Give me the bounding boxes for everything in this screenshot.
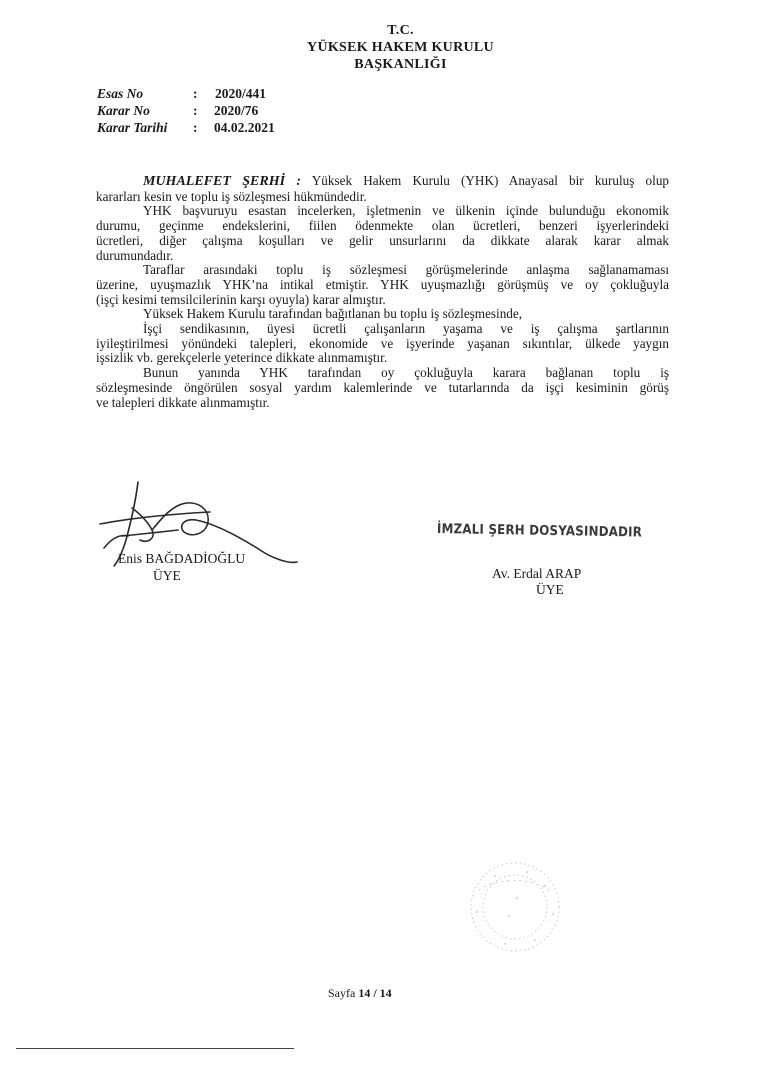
meta-colon: : — [193, 120, 198, 135]
body-line: YHK başvuruyu esastan incelerken, işletmenin ve ülkenin içinde bulunduğu ekonomik — [143, 203, 669, 219]
body-line: durumundadır. — [96, 247, 174, 263]
meta-value: 2020/441 — [215, 86, 267, 101]
header-tc: T.C. — [387, 23, 414, 38]
meta-label: Esas No — [97, 86, 144, 101]
right-signatory-name: Av. Erdal ARAP — [492, 566, 582, 581]
meta-label: Karar No — [97, 103, 150, 118]
body-line: (işçi kesimi temsilcilerinin karşı oyuyla) karar almıştır. — [96, 291, 386, 307]
meta-value: 04.02.2021 — [214, 120, 275, 135]
body-line: ve talepleri dikkate alınmamıştır. — [96, 394, 270, 410]
body-line: durumu, geçinme endekslerini, fiilen ödenmekte olan ücretleri, benzeri işyerlerindeki — [96, 218, 669, 234]
body-line: sözleşmesinde öngörülen sosyal yardım kalemlerinde ve tutarlarında da işçi kesiminin görüş — [96, 379, 669, 395]
meta-colon: : — [193, 86, 198, 101]
body-line: üzerine, uyuşmazlık YHK’na intikal etmiştir. YHK uyuşmazlığı görüşmüş ve oy çokluğuyla — [96, 276, 669, 292]
body-line: Taraflar arasındaki toplu iş sözleşmesi görüşmelerinde anlaşma sağlanamaması — [143, 262, 669, 278]
page-footer — [328, 986, 392, 1001]
faded-seal — [455, 852, 575, 962]
meta-label: Karar Tarihi — [97, 120, 168, 135]
body-line: ücretleri, diğer çalışma koşulları ve gelir unsurlarını da dikkate alarak karar almak — [96, 232, 669, 248]
right-signatory-title: ÜYE — [536, 582, 564, 597]
header-presidency: BAŞKANLIĞI — [354, 57, 447, 72]
body-line: iyileştirilmesi yönündeki talepleri, ekonomide ve işyerinde yaşanan sıkıntılar, ülkede yaygın — [96, 335, 669, 351]
body-line: kararları kesin ve toplu iş sözleşmesi hükmündedir. — [96, 188, 367, 204]
body-line: işsizlik vb. gerekçelerle yeterince dikkate alınmamıştır. — [96, 350, 388, 366]
meta-value: 2020/76 — [214, 103, 259, 118]
header-institution: YÜKSEK HAKEM KURULU — [307, 40, 494, 55]
footer-rule — [16, 1048, 294, 1049]
page-label: Sayfa — [328, 986, 359, 1000]
document-header — [0, 22, 763, 73]
body-line: Yüksek Hakem Kurulu tarafından bağıtlanan bu toplu iş sözleşmesinde, — [143, 306, 523, 322]
body-line: İşçi sendikasının, üyesi ücretli çalışanların yaşama ve iş çalışma şartlarının — [143, 321, 669, 337]
page-number: 14 / 14 — [358, 986, 392, 1000]
left-signatory-title: ÜYE — [153, 568, 181, 583]
signature-on-file-stamp: İMZALI ŞERH DOSYASINDADIR — [436, 521, 643, 541]
body-line: MUHALEFET ŞERHİ : Yüksek Hakem Kurulu (YHK) Anayasal bir kuruluş olup — [143, 173, 670, 189]
dissent-title: MUHALEFET ŞERHİ : — [143, 174, 302, 189]
meta-colon: : — [193, 103, 198, 118]
dissent-body — [96, 174, 669, 410]
left-signatory-name: Enis BAĞDADİOĞLU — [118, 551, 246, 566]
body-line: Bunun yanında YHK tarafından oy çokluğuyla karara bağlanan toplu iş — [143, 365, 669, 381]
